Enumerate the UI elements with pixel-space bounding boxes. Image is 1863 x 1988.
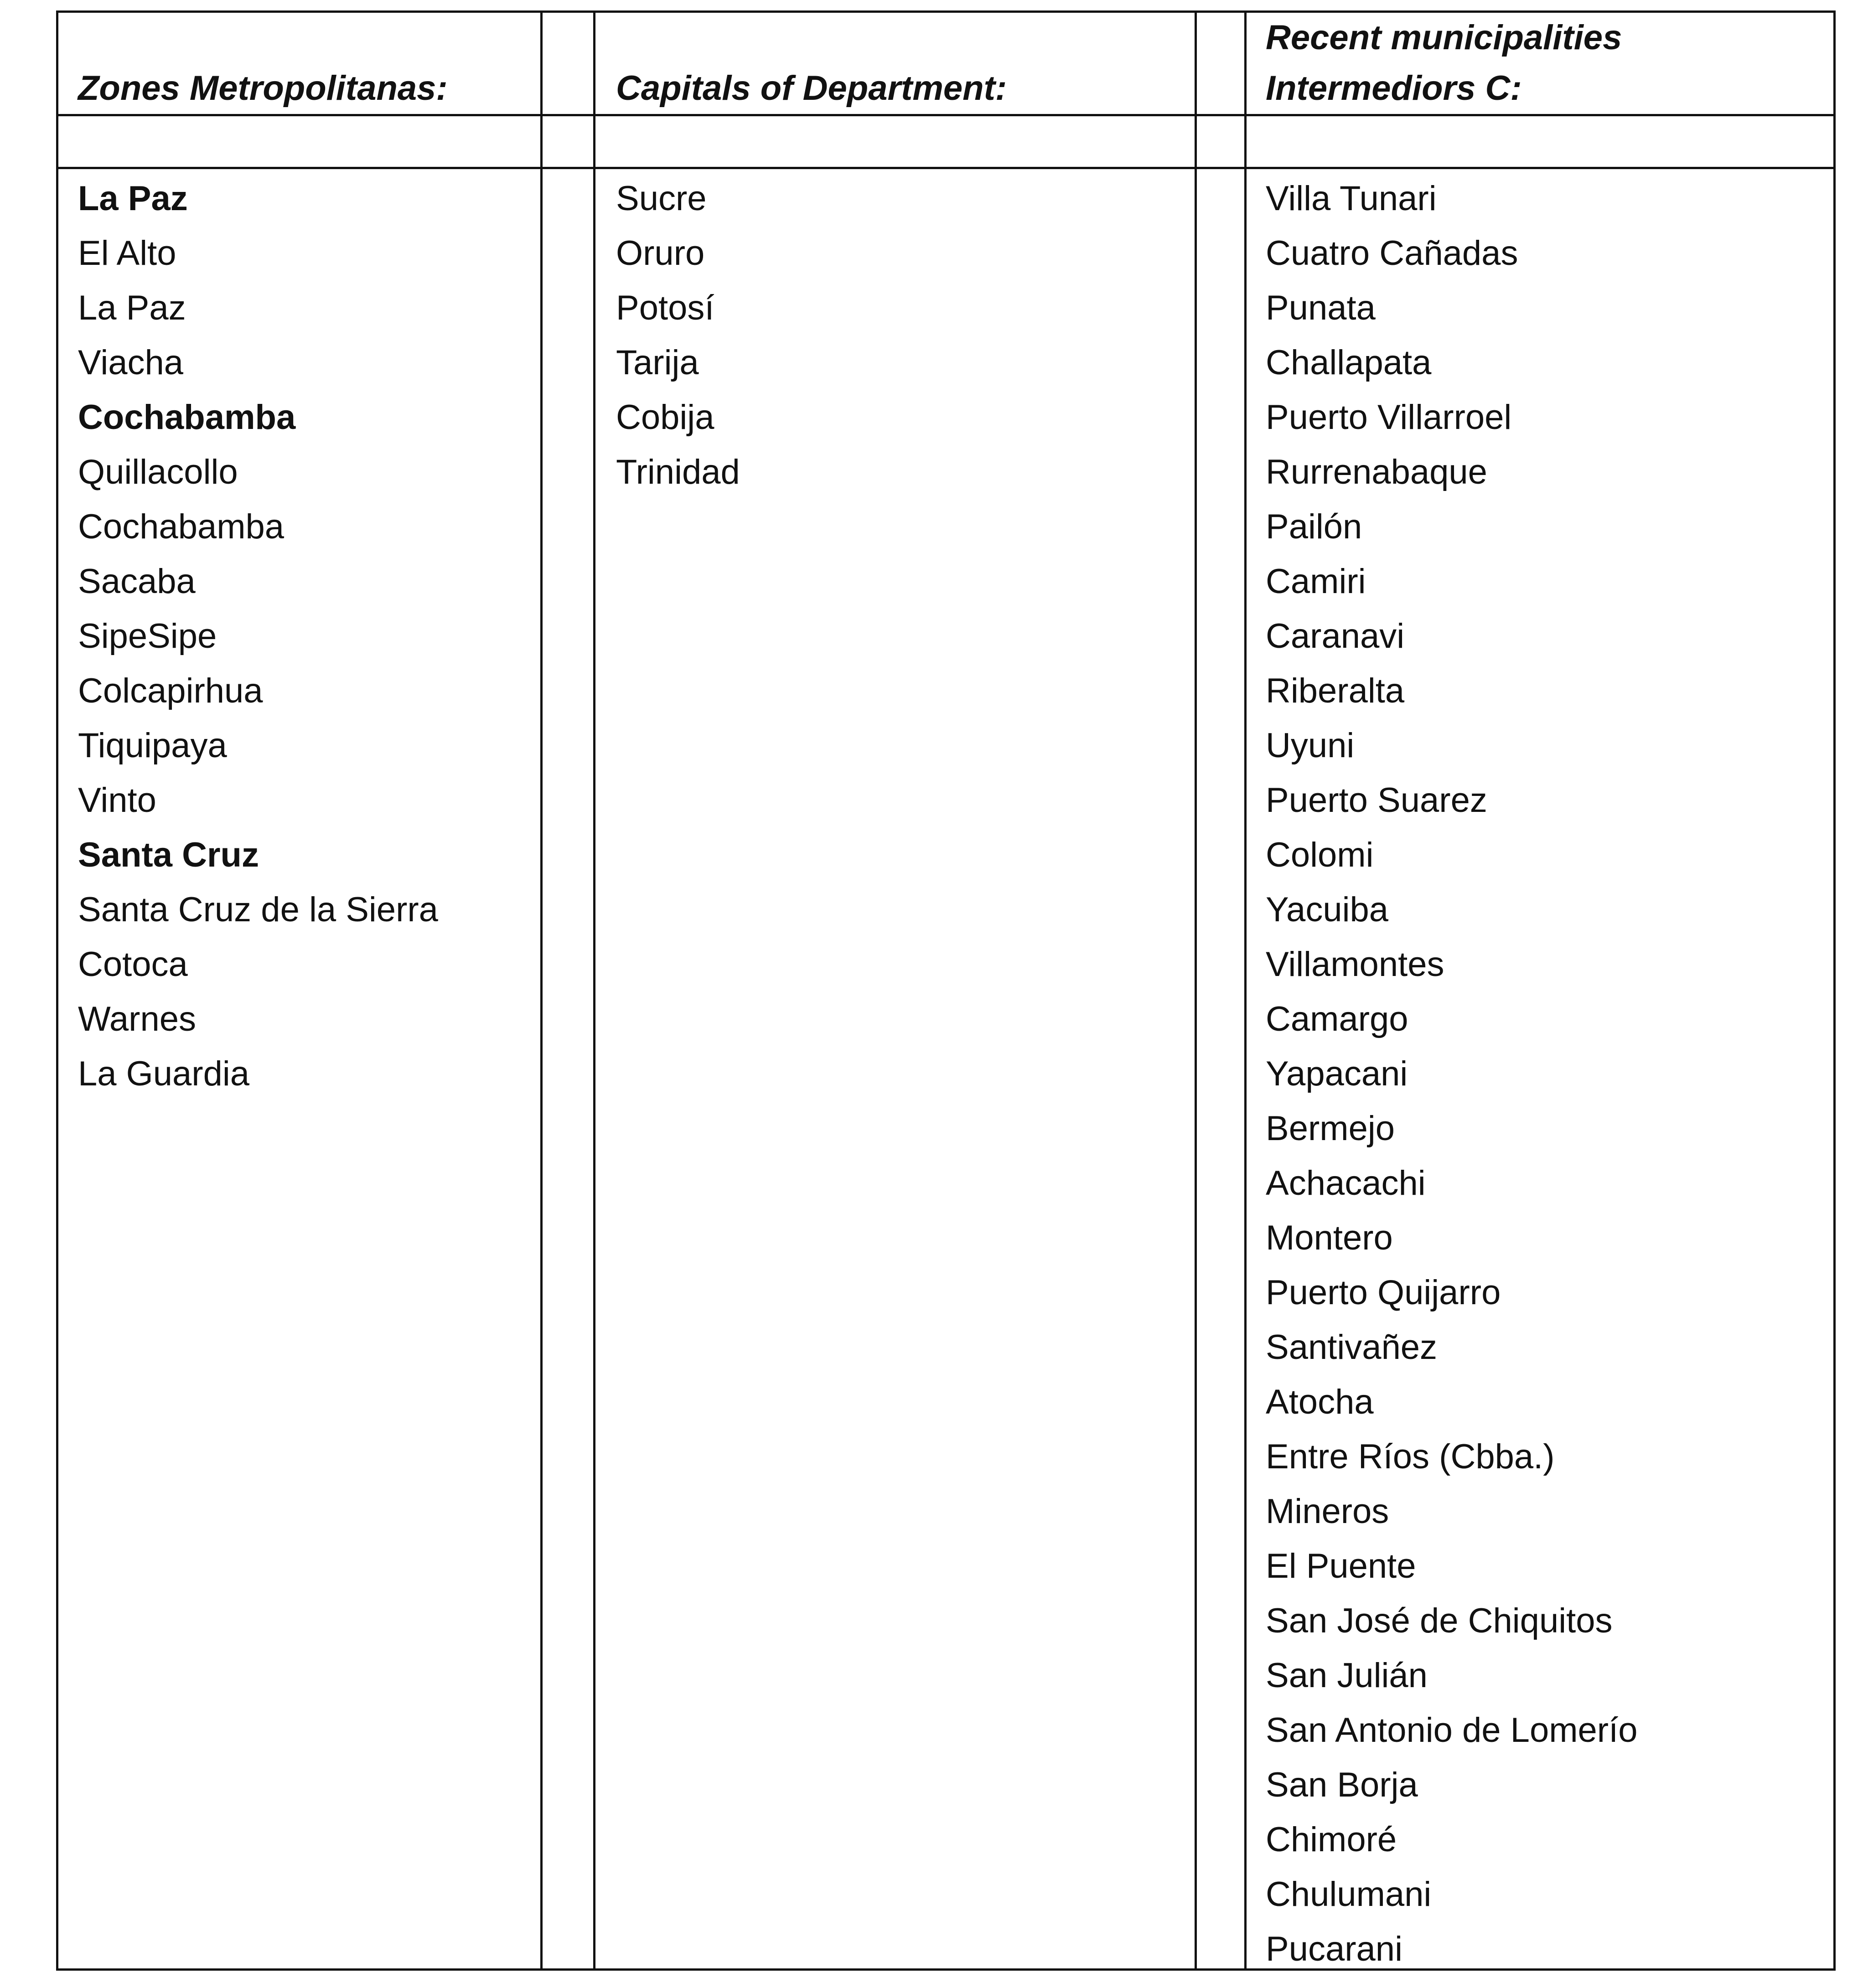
list-item: Camiri — [1266, 562, 1366, 601]
list-item: SipeSipe — [78, 617, 217, 656]
list-item: Vinto — [78, 781, 156, 820]
list-item: Cochabamba — [78, 398, 296, 437]
list-item: Cuatro Cañadas — [1266, 234, 1518, 273]
list-item: Sucre — [616, 179, 707, 218]
header-intermediate-line1: Recent municipalities — [1266, 18, 1622, 57]
table-border-right — [1833, 10, 1836, 1971]
list-item: Tiquipaya — [78, 726, 227, 765]
list-item: Pailón — [1266, 507, 1362, 546]
list-item: Challapata — [1266, 343, 1432, 382]
list-item: La Guardia — [78, 1054, 250, 1093]
list-item: Cotoca — [78, 945, 188, 984]
list-item: San Julián — [1266, 1656, 1428, 1695]
list-item: Entre Ríos (Cbba.) — [1266, 1437, 1555, 1476]
list-item: Villamontes — [1266, 945, 1444, 984]
list-item: Villa Tunari — [1266, 179, 1437, 218]
table-border-left — [56, 10, 58, 1971]
list-item: Cobija — [616, 398, 714, 437]
list-item: Montero — [1266, 1219, 1393, 1257]
list-item: San José de Chiquitos — [1266, 1601, 1613, 1640]
column-divider-4 — [1244, 10, 1247, 1971]
list-item: Atocha — [1266, 1383, 1374, 1421]
list-item: Puerto Quijarro — [1266, 1273, 1501, 1312]
list-item: La Paz — [78, 289, 186, 327]
table-frame — [56, 10, 1836, 1971]
list-item: Puerto Villarroel — [1266, 398, 1512, 437]
intermediate-municipalities-list — [1266, 171, 1637, 1977]
list-item: Santa Cruz — [78, 836, 259, 874]
column-divider-3 — [1195, 10, 1197, 1971]
list-item: Camargo — [1266, 1000, 1408, 1038]
metropolitan-zones-list — [78, 171, 438, 1101]
list-item: Santivañez — [1266, 1328, 1438, 1367]
column-divider-1 — [540, 10, 543, 1971]
list-item: Colcapirhua — [78, 671, 263, 710]
header-bottom-rule — [56, 114, 1836, 116]
list-item: El Puente — [1266, 1547, 1416, 1585]
list-item: Yacuiba — [1266, 890, 1389, 929]
list-item: San Antonio de Lomerío — [1266, 1711, 1638, 1750]
list-item: Sacaba — [78, 562, 196, 601]
header-metropolitan: Zones Metropolitanas: — [78, 69, 448, 108]
list-item: Cochabamba — [78, 507, 285, 546]
list-item: Riberalta — [1266, 671, 1405, 710]
list-item: Chimoré — [1266, 1820, 1397, 1859]
capitals-list — [616, 171, 740, 500]
spacer-row-bottom-rule — [56, 167, 1836, 169]
list-item: Tarija — [616, 343, 699, 382]
list-item: Caranavi — [1266, 617, 1405, 656]
list-item: Trinidad — [616, 453, 740, 491]
list-item: Potosí — [616, 289, 714, 327]
list-item: Chulumani — [1266, 1875, 1432, 1914]
header-capitals: Capitals of Department: — [616, 69, 1007, 108]
list-item: Punata — [1266, 289, 1376, 327]
list-item: Achacachi — [1266, 1164, 1426, 1203]
list-item: Quillacollo — [78, 453, 238, 491]
list-item: San Borja — [1266, 1766, 1418, 1804]
list-item: Bermejo — [1266, 1109, 1395, 1148]
list-item: Viacha — [78, 343, 184, 382]
list-item: Puerto Suarez — [1266, 781, 1487, 820]
list-item: Yapacani — [1266, 1054, 1408, 1093]
list-item: Warnes — [78, 1000, 197, 1038]
list-item: Colomi — [1266, 836, 1374, 874]
list-item: La Paz — [78, 179, 188, 218]
column-divider-2 — [593, 10, 595, 1971]
list-item: Uyuni — [1266, 726, 1355, 765]
header-intermediate-line2: Intermediors C: — [1266, 69, 1522, 108]
list-item: Mineros — [1266, 1492, 1389, 1531]
list-item: Santa Cruz de la Sierra — [78, 890, 438, 929]
list-item: El Alto — [78, 234, 176, 273]
list-item: Pucarani — [1266, 1930, 1402, 1968]
list-item: Oruro — [616, 234, 705, 273]
list-item: Rurrenabaque — [1266, 453, 1487, 491]
